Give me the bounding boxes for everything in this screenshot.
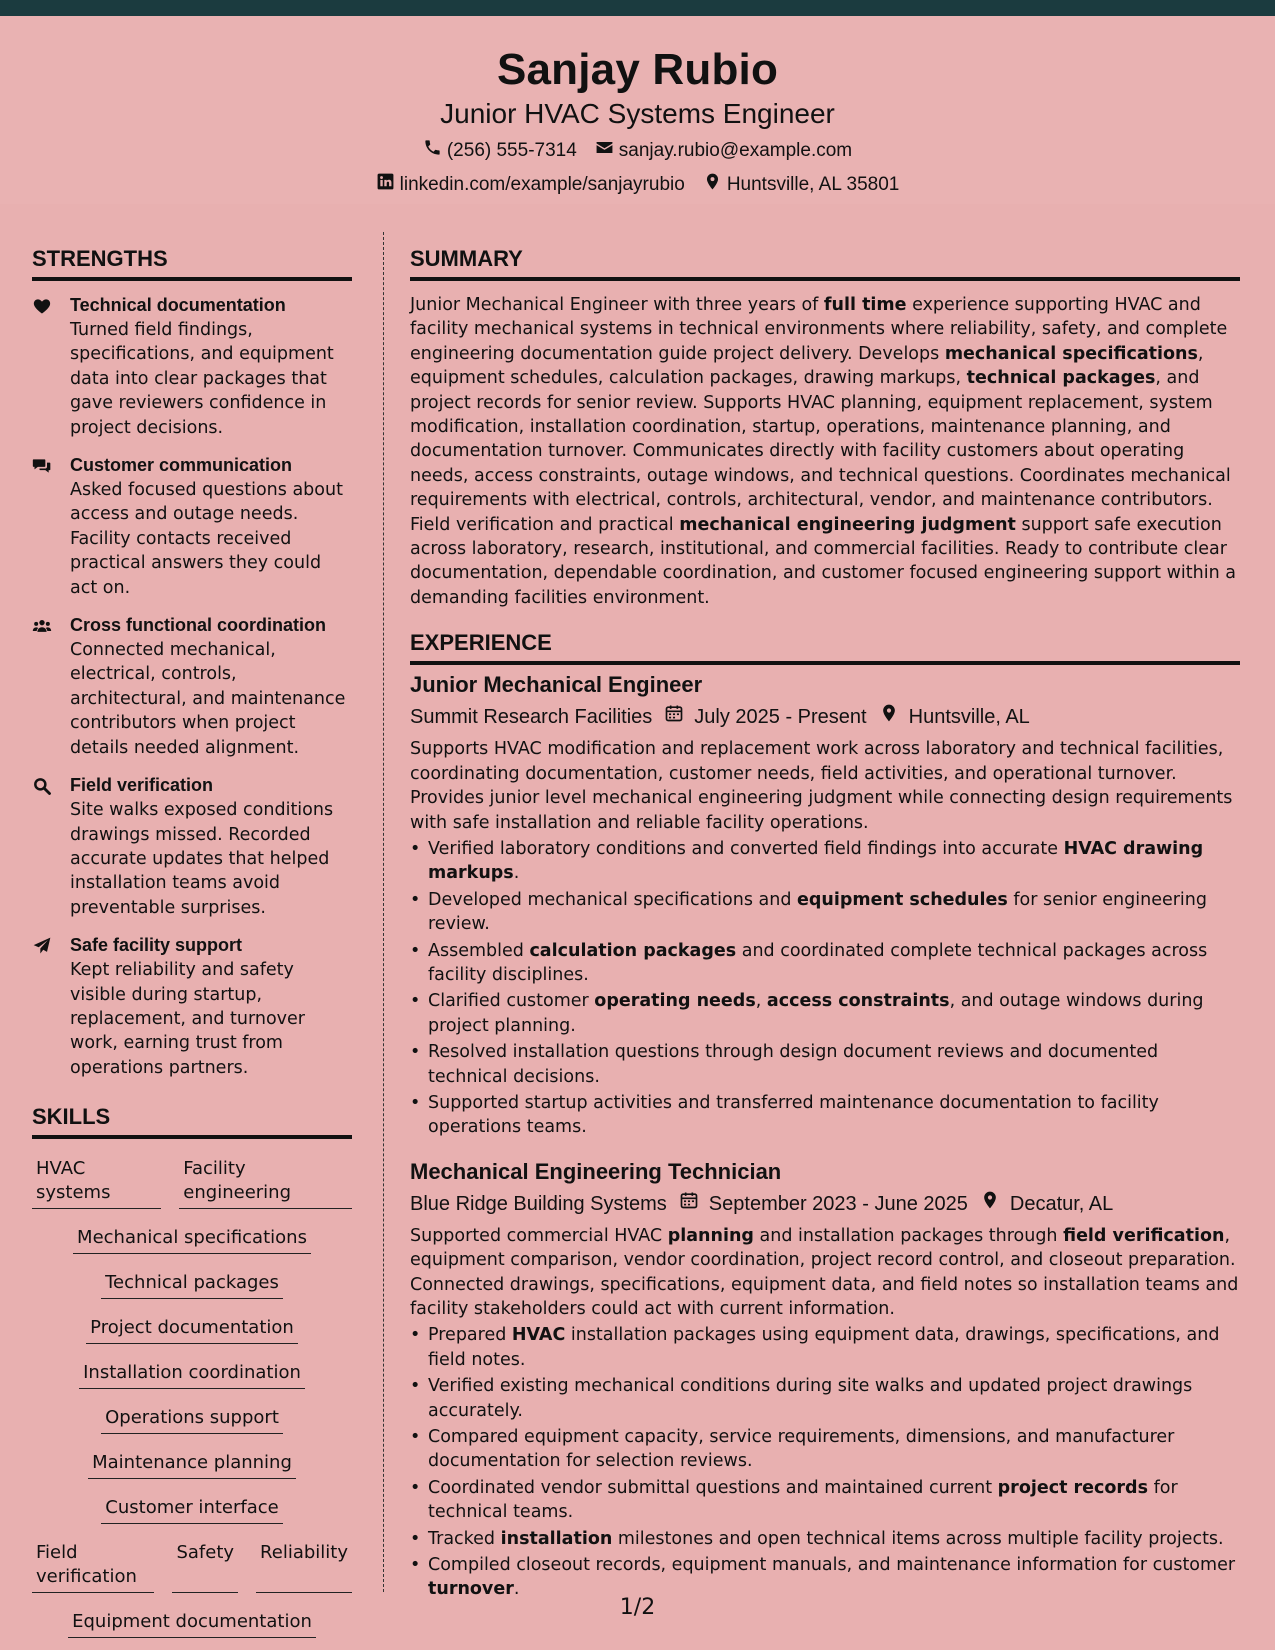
- job-description: [410, 737, 1240, 835]
- job-bullets: [410, 837, 1240, 1140]
- skill-chip: Equipment documentation: [68, 1610, 316, 1638]
- text-run: and coordinated complete technical packages across facility disciplines.: [428, 940, 1208, 985]
- job-bullets: [410, 1323, 1240, 1601]
- text-run: Supports HVAC modification and replacement work across laboratory and technical facilities, coordinating documentation, customer needs, field activities, and operational turnover. Provides junior level mechanical engineering judgment while connecting design requirements with safe installation and reliable facility operations.: [410, 739, 1233, 833]
- job-meta: [410, 1190, 1240, 1218]
- bullet-item: [410, 1091, 1240, 1140]
- skill-row: [32, 1271, 352, 1299]
- right-column: [410, 244, 1240, 1604]
- resume-header: [0, 16, 1275, 204]
- location-text: Huntsville, AL 35801: [726, 174, 900, 195]
- strength-title: Customer communication: [70, 455, 293, 476]
- bold-text: operating needs: [594, 991, 756, 1012]
- bullet-item: [410, 1425, 1240, 1474]
- bullet-item: [410, 1040, 1240, 1089]
- bold-text: project records: [997, 1477, 1149, 1498]
- bold-text: field verification: [1063, 1225, 1225, 1246]
- text-run: Prepared: [428, 1325, 512, 1346]
- candidate-name: Sanjay Rubio: [496, 45, 779, 94]
- bold-text: technical packages: [966, 368, 1156, 389]
- skill-chip: Technical packages: [101, 1271, 283, 1299]
- text-run: installation packages using equipment data, drawings, specifications, and field notes.: [428, 1325, 1220, 1370]
- strength-desc: Asked focused questions about access and outage needs. Facility contacts received practical answers they could act on.: [70, 480, 343, 598]
- skill-row: [32, 1316, 352, 1344]
- skill-row: [32, 1541, 352, 1593]
- bold-text: mechanical specifications: [944, 343, 1198, 364]
- strength-desc: Kept reliability and safety visible during startup, replacement, and turnover work, earning trust from operations partners.: [70, 960, 305, 1078]
- bold-text: installation: [500, 1528, 613, 1549]
- text-run: Developed mechanical specifications and: [428, 889, 797, 910]
- skill-row: [32, 1496, 352, 1524]
- linkedin-icon: [376, 172, 395, 198]
- email-text: sanjay.rubio@example.com: [618, 140, 853, 161]
- strengths-title: STRENGTHS: [32, 244, 352, 281]
- skill-row: [32, 1226, 352, 1254]
- text-run: ,: [755, 991, 767, 1012]
- text-run: Compiled closeout records, equipment manuals, and maintenance information for customer: [428, 1555, 1236, 1576]
- text-run: .: [513, 863, 520, 884]
- text-run: .: [513, 1579, 520, 1600]
- text-run: Verified existing mechanical conditions during site walks and updated project drawings accurately.: [428, 1376, 1193, 1421]
- text-run: Resolved installation questions through design document reviews and documented technical decisions.: [428, 1042, 1159, 1087]
- skill-chip: Project documentation: [86, 1316, 298, 1344]
- column-divider: [383, 232, 384, 1592]
- linkedin-text: linkedin.com/example/sanjayrubio: [399, 174, 685, 195]
- bold-text: HVAC drawing markups: [428, 838, 1204, 884]
- text-run: Junior Mechanical Engineer with three years of: [410, 295, 824, 315]
- job-location: Huntsville, AL: [908, 706, 1030, 729]
- strength-title: Field verification: [70, 775, 214, 796]
- text-run: Clarified customer: [428, 991, 595, 1012]
- text-run: , equipment comparison, vendor coordination, project record control, and closeout preparation. Connected drawings, specifications, equipment data, and field notes so installation teams and facility stakeholders could act with current information.: [410, 1225, 1239, 1319]
- location-contact: [703, 172, 900, 198]
- top-bar: [0, 0, 1275, 16]
- calendar-icon: [652, 703, 694, 731]
- skill-row: [32, 1406, 352, 1434]
- map-pin-icon: [703, 172, 722, 198]
- bullet-item: [410, 939, 1240, 988]
- skills-list: [32, 1151, 352, 1638]
- bullet-item: [410, 888, 1240, 937]
- strength-item: [32, 453, 352, 600]
- job-description: [410, 1224, 1240, 1322]
- left-column: [32, 244, 352, 1650]
- text-run: milestones and open technical items across multiple facility projects.: [612, 1528, 1224, 1549]
- bullet-item: [410, 1527, 1240, 1551]
- bold-text: full time: [823, 295, 907, 315]
- search-icon: [32, 773, 70, 920]
- page-number: 1/2: [619, 1595, 656, 1620]
- strength-desc: Site walks exposed conditions drawings missed. Recorded accurate updates that helped installation teams avoid preventable surprises.: [70, 800, 334, 918]
- bold-text: HVAC: [511, 1325, 566, 1346]
- text-run: for senior engineering review.: [428, 889, 1207, 935]
- map-pin-icon: [968, 1190, 1010, 1218]
- calendar-icon: [667, 1190, 709, 1218]
- heart-icon: [32, 293, 70, 440]
- job-title: Mechanical Engineering Technician: [410, 1158, 782, 1184]
- text-run: Supported startup activities and transferred maintenance documentation to facility operations teams.: [428, 1092, 1159, 1138]
- text-run: Coordinated vendor submittal questions and maintained current: [428, 1477, 998, 1498]
- bold-text: access constraints: [766, 991, 950, 1012]
- strength-desc: Turned field findings, specifications, and equipment data into clear packages that gave reviewers confidence in project decisions.: [70, 320, 334, 438]
- users-icon: [32, 613, 70, 760]
- skills-title: SKILLS: [32, 1102, 352, 1139]
- summary-text: [410, 293, 1240, 610]
- envelope-icon: [595, 138, 614, 164]
- candidate-role: Junior HVAC Systems Engineer: [440, 98, 835, 129]
- phone-icon: [423, 138, 442, 164]
- skill-chip: Reliability: [256, 1541, 352, 1593]
- job-meta: [410, 703, 1240, 731]
- phone-contact[interactable]: [423, 138, 577, 164]
- text-run: Compared equipment capacity, service requirements, dimensions, and manufacturer documentation for selection reviews.: [428, 1427, 1175, 1472]
- text-run: support safe execution across laboratory, research, institutional, and commercial facilities. Ready to contribute clear documentation, dependable coordination, and customer focused engineering support within a demanding facilities environment.: [410, 514, 1236, 608]
- skill-chip: Mechanical specifications: [73, 1226, 311, 1254]
- job-entry: [410, 671, 1240, 1140]
- skills-section: [32, 1102, 352, 1638]
- text-run: and installation packages through: [753, 1225, 1064, 1246]
- text-run: Tracked: [428, 1528, 501, 1549]
- text-run: for technical teams.: [428, 1477, 1178, 1523]
- experience-title: EXPERIENCE: [410, 628, 1240, 665]
- contact-row-2: [0, 172, 1275, 198]
- summary-title: SUMMARY: [410, 244, 1240, 281]
- job-dates: July 2025 - Present: [694, 706, 867, 729]
- skill-chip: Operations support: [101, 1406, 283, 1434]
- text-run: , and project records for senior review. Supports HVAC planning, equipment replacement, system modification, installation coordination, startup, operations, maintenance planning, and documentation turnover. Communicates directly with facility customers about operating needs, access constraints, outage windows, and technical questions. Coordinates mechanical requirements with electrical, controls, architectural, vendor, and maintenance contributors. Field verification and practical: [410, 368, 1231, 535]
- text-run: , and outage windows during project planning.: [428, 991, 1204, 1036]
- skill-chip: Maintenance planning: [88, 1451, 296, 1479]
- strength-item: [32, 613, 352, 760]
- bold-text: turnover: [428, 1579, 514, 1600]
- company-name: Summit Research Facilities: [410, 706, 653, 729]
- linkedin-contact[interactable]: [376, 172, 685, 198]
- strength-item: [32, 773, 352, 920]
- email-contact[interactable]: [595, 138, 852, 164]
- contact-row-1: [0, 138, 1275, 164]
- strength-desc: Connected mechanical, electrical, controls, architectural, and maintenance contributors when project details needed alignment.: [70, 640, 346, 758]
- job-location: Decatur, AL: [1009, 1192, 1114, 1215]
- skill-chip: Customer interface: [101, 1496, 282, 1524]
- skill-chip: Safety: [172, 1541, 238, 1593]
- bold-text: planning: [667, 1225, 754, 1246]
- bullet-item: [410, 1323, 1240, 1372]
- text-run: experience supporting HVAC and facility mechanical systems in technical environments where reliability, safety, and complete engineering documentation guide project delivery. Develops: [410, 295, 1228, 364]
- strength-title: Technical documentation: [70, 295, 286, 315]
- bold-text: mechanical engineering judgment: [679, 514, 1016, 535]
- skill-row: [32, 1157, 352, 1209]
- strength-item: [32, 933, 352, 1080]
- company-name: Blue Ridge Building Systems: [410, 1192, 667, 1215]
- strength-title: Safe facility support: [70, 935, 243, 956]
- paper-plane-icon: [32, 933, 70, 1080]
- text-run: Assembled: [428, 940, 530, 961]
- skill-chip: Facility engineering: [179, 1157, 352, 1209]
- comments-icon: [32, 453, 70, 600]
- skill-chip: HVAC systems: [32, 1157, 161, 1209]
- strength-title: Cross functional coordination: [70, 615, 327, 636]
- bullet-item: [410, 1476, 1240, 1525]
- strength-item: [32, 293, 352, 440]
- job-title: Junior Mechanical Engineer: [410, 672, 703, 698]
- bullet-item: [410, 1374, 1240, 1423]
- skill-row: [32, 1361, 352, 1389]
- map-pin-icon: [867, 703, 909, 731]
- phone-text: (256) 555-7314: [446, 140, 577, 161]
- skill-chip: Installation coordination: [79, 1361, 305, 1389]
- text-run: , equipment schedules, calculation packages, drawing markups,: [410, 343, 1204, 389]
- skill-chip: Field verification: [32, 1541, 154, 1593]
- text-run: Verified laboratory conditions and converted field findings into accurate: [428, 838, 1064, 859]
- bullet-item: [410, 989, 1240, 1038]
- job-entry: [410, 1158, 1240, 1602]
- bullet-item: [410, 837, 1240, 886]
- skill-row: [32, 1451, 352, 1479]
- text-run: Supported commercial HVAC: [410, 1225, 668, 1246]
- bold-text: calculation packages: [529, 940, 737, 961]
- bold-text: equipment schedules: [797, 889, 1008, 910]
- job-dates: September 2023 - June 2025: [708, 1192, 968, 1215]
